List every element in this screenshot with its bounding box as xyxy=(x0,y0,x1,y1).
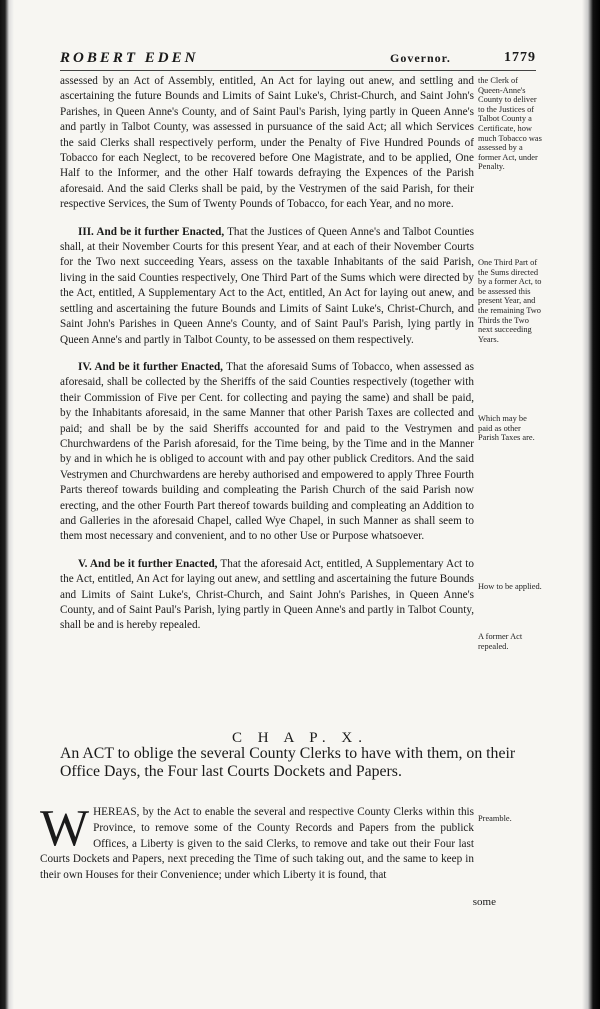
running-year: 1779 xyxy=(504,50,536,65)
section-iv xyxy=(60,360,474,545)
section-iv-lead: IV. And be it further Enacted, xyxy=(78,360,223,373)
margin-note-preamble: Preamble. xyxy=(478,814,512,823)
paragraph-continuation: assessed by an Act of Assembly, entitled, An Act for laying out anew, and settling and ascertaining the future Bounds and Limits of Saint Luke's, Christ-Church, and Saint John's Parishes, in Queen Anne's County, and of Saint Paul's Parish, lying partly in Queen Anne's and partly in Talbot County, was assessed in pursuance of the said Act; all which Services the said Clerks shall respectively perform, under the Penalty of Five Hundred Pounds of Tobacco for each Neglect, to be recovered before One Magistrate, and to be applied, One Half to the Informer, and the other Half towards defraying the Expences of the Parish aforesaid. And the said Clerks shall be paid, by the Vestrymen of the said Parish, for their respective Services, the Sum of Twenty Pounds of Tobacco, for each Year, and no more. xyxy=(60,75,474,211)
preamble-body: by the Act to enable the several and respective County Clerks within this Province, to remove some of the County Records and Papers from the publick Offices, a Liberty is given to the said Clerks, to remove and take out their Four last Courts Dockets and Papers, next preceding the Time of such taking out, and the same to keep in their own Houses for their Convenience; under which Liberty it is found, that xyxy=(40,806,474,882)
section-iii-lead: III. And be it further Enacted, xyxy=(78,225,225,238)
preamble-text xyxy=(40,800,474,884)
margin-note-repealed: A former Act repealed. xyxy=(478,632,523,651)
running-title: ROBERT EDEN xyxy=(60,50,199,66)
main-text-column xyxy=(60,74,474,634)
section-iii xyxy=(60,225,474,348)
chapter-heading: C H A P. X. xyxy=(231,730,369,746)
section-iii-text: That the Justices of Queen Anne's and Talbot Counties shall, at their November Courts for this present Year, and at each of their November Courts for the Two next succeeding Years, assess on the taxable Inhabitants of the said Parish, living in the said Counties respectively, One Third Part of the Sums which were directed by the Act, entitled, A Supplementary Act to the Act, entitled, An Act for laying out anew, and settling and ascertaining the future Bounds and Limits of Saint Luke's, Christ-Church, and Saint John's Parishes in Queen Anne's County, and of Saint Paul's Parish, lying partly in Queen Anne's and partly in Talbot County, to be assessed on them respectively. xyxy=(60,225,474,346)
section-v xyxy=(60,557,474,634)
running-header xyxy=(60,50,536,71)
scan-left-edge xyxy=(0,0,14,1009)
margin-note-clerk-certificate: the Clerk of Queen-Anne's County to deliver to the Justices of Talbot County a Certificate, how much Tobacco was assessed by a former Act, under Penalty. xyxy=(478,76,542,172)
margin-note-application: How to be applied. xyxy=(478,582,542,591)
drop-cap: W xyxy=(40,800,90,857)
margin-note-collection: Which may be paid as other Parish Taxes are. xyxy=(478,414,535,443)
preamble-start: HEREAS, xyxy=(93,806,140,818)
running-office: Governor. xyxy=(390,51,451,65)
act-title: An ACT to oblige the several County Clerks to have with them, on their Office Days, the Four last Courts Dockets and Papers. xyxy=(60,745,516,780)
section-iv-text: That the aforesaid Sums of Tobacco, when assessed as aforesaid, shall be collected by the Sheriffs of the said Counties respectively (together with their Commission of Five per Cent. for collecting and paying the same) and shall be paid, by the Inhabitants aforesaid, in the same Manner that other Parish Taxes are collected and paid; and shall be by the said Sheriffs accounted for and paid to the Vestrymen and Churchwardens of the Parish aforesaid, for the Time being, by the Time and in the Manner by and in which he is obliged to account with and pay other publick Creditors. And the said Vestrymen and Churchwardens are hereby authorised and empowered to apply Three Fourth Parts thereof towards building and compleating the Parish Church of the said Parish now erecting, and the other Fourth Part thereof towards building and compleating an Addition to and Galleries in the aforesaid Chapel, called Wye Chapel, in such Manner as shall seem to them most necessary and convenient, and to no other Use or Purpose whatsoever. xyxy=(60,360,474,543)
section-v-lead: V. And be it further Enacted, xyxy=(78,557,218,570)
section-v-text: That the aforesaid Act, entitled, A Supplementary Act to the Act, entitled, An Act for laying out anew, and settling and ascertaining the future Bounds and Limits of Saint Luke's, Christ-Church, and Saint John's Parishes, in Queen Anne's County, and of Saint Paul's Parish, lying partly in Queen Anne's and partly in Talbot County, shall be and is hereby repealed. xyxy=(60,557,474,632)
scan-right-edge xyxy=(582,0,600,1009)
catchword: some xyxy=(472,896,496,908)
margin-note-one-third: One Third Part of the Sums directed by a former Act, to be assessed this present Year, and the remaining Two Thirds the Two next succeeding Years. xyxy=(478,258,542,344)
